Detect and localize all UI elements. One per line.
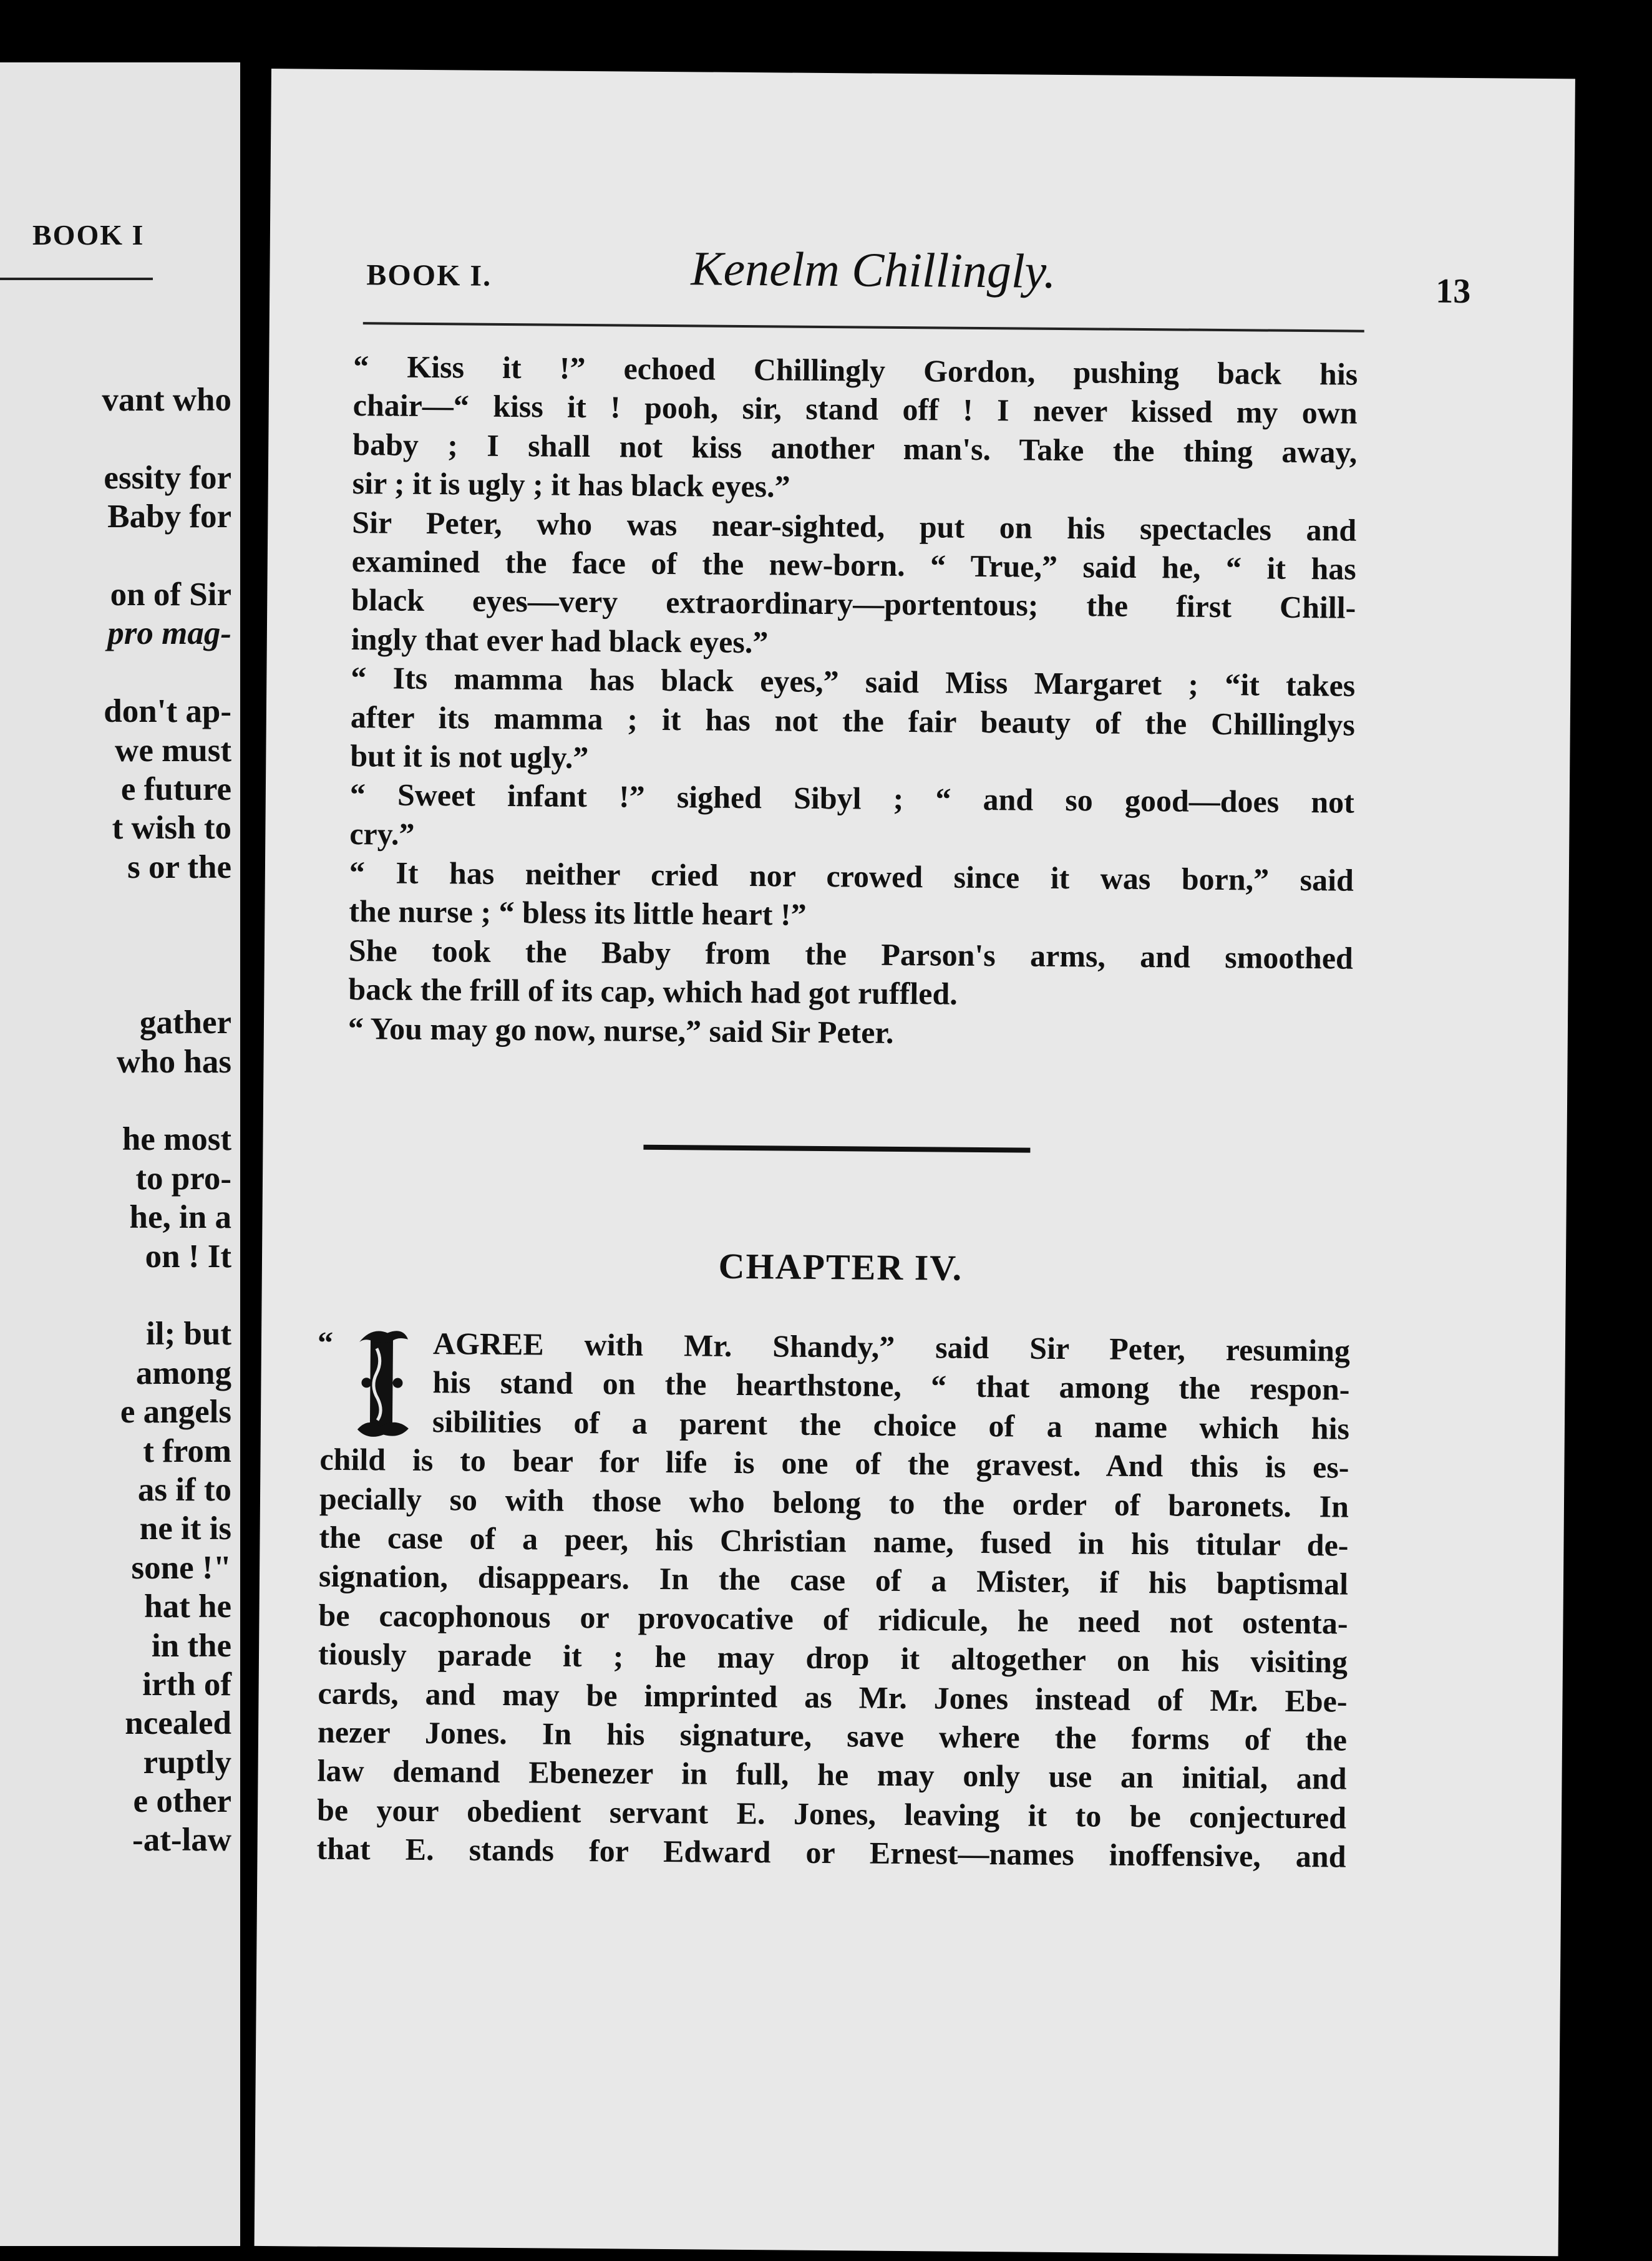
chapter-heading: CHAPTER IV.	[718, 1245, 963, 1288]
chapter-text-line: nezer Jones. In his signature, save where the forms of the	[317, 1714, 1348, 1758]
left-page-line: e angels	[120, 1394, 231, 1431]
text-line: “ It has neither cried nor crowed since it was born,” said	[349, 855, 1354, 898]
text-line: the nurse ; “ bless its little heart !”	[349, 893, 807, 933]
left-page-line	[102, 537, 231, 575]
left-page-line: pro mag-	[107, 615, 231, 652]
previous-page	[0, 62, 240, 2246]
left-page-line: ncealed	[125, 1705, 231, 1742]
text-line: but it is not ugly.”	[350, 737, 589, 775]
chapter-text	[316, 1323, 1350, 1876]
chapter-text-line: pecially so with those who belong to the order of baronets. In	[319, 1481, 1349, 1524]
text-line: “ Sweet infant !” sighed Sibyl ; “ and so good—does not	[349, 777, 1355, 820]
left-page-line: in the	[151, 1627, 231, 1664]
left-page-line	[102, 1276, 231, 1315]
left-page-line: as if to	[137, 1471, 231, 1508]
left-page-line: t wish to	[112, 810, 231, 847]
section-divider	[643, 1145, 1030, 1153]
book-label: BOOK I.	[366, 258, 492, 293]
left-page-header: BOOK I	[32, 219, 145, 251]
left-page-line: e future	[120, 771, 231, 807]
chapter-text-line: that E. stands for Edward or Ernest—names inoffensive, and	[316, 1831, 1346, 1874]
dialogue-paragraphs	[348, 347, 1358, 1056]
left-page-line: don't ap-	[104, 693, 231, 730]
page-number: 13	[1436, 271, 1471, 311]
text-line: ingly that ever had black eyes.”	[351, 621, 769, 660]
left-page-line: on of Sir	[110, 576, 231, 613]
left-page-line: s or the	[127, 848, 231, 885]
chapter-text-line: his stand on the hearthstone, “ that among the respon-	[432, 1364, 1350, 1408]
text-line: examined the face of the new-born. “ True,” said he, “ it has	[351, 543, 1356, 586]
left-page-line: -at-law	[132, 1822, 231, 1859]
left-page-line	[102, 965, 231, 1003]
text-line: “ Its mamma has black eyes,” said Miss Margaret ; “it takes	[351, 660, 1356, 703]
left-page-text	[102, 381, 231, 1860]
chapter-text-line: be cacophonous or provocative of ridicule, he need not ostenta-	[318, 1597, 1348, 1641]
left-page-line: irth of	[142, 1666, 231, 1703]
left-page-rule	[0, 278, 153, 280]
left-page-line: vant who	[102, 382, 231, 418]
left-page-line: t from	[143, 1432, 231, 1469]
left-page-line: ruptly	[143, 1744, 231, 1781]
left-page-line: he most	[122, 1121, 231, 1158]
left-page-line	[102, 887, 231, 925]
left-page-line	[102, 1081, 231, 1120]
text-line: back the frill of its cap, which had got ruffled.	[348, 971, 958, 1011]
left-page-line: on ! It	[145, 1238, 231, 1275]
chapter-text-line: AGREE with Mr. Shandy,” said Sir Peter, resuming	[432, 1326, 1351, 1368]
chapter-text-line: tiously parade it ; he may drop it altogether on his visiting	[318, 1636, 1348, 1680]
text-line: Sir Peter, who was near-sighted, put on his spectacles and	[352, 504, 1357, 548]
text-line: black eyes—very extraordinary—portentous; the first Chill-	[351, 582, 1356, 626]
text-line: cry.”	[349, 815, 415, 852]
left-page-line: sone !"	[131, 1549, 231, 1586]
left-page-line: Baby for	[107, 498, 231, 535]
opening-quote: “	[317, 1325, 334, 1360]
left-page-line: ne it is	[139, 1510, 231, 1547]
left-page-line	[102, 925, 231, 964]
running-head	[366, 238, 1471, 328]
left-page-line: to pro-	[135, 1160, 231, 1197]
chapter-text-line: be your obedient servant E. Jones, leaving it to be conjectured	[316, 1792, 1347, 1836]
text-line: sir ; it is ugly ; it has black eyes.”	[352, 465, 790, 504]
chapter-text-line: the case of a peer, his Christian name, fused in his titular de-	[319, 1519, 1349, 1563]
drop-cap-ornament	[352, 1323, 412, 1442]
left-page-line: il; but	[146, 1316, 231, 1353]
book-page	[255, 69, 1575, 2256]
text-line: “ You may go now, nurse,” said Sir Peter.	[347, 1010, 894, 1050]
left-page-line: essity for	[104, 459, 231, 496]
left-page-line: we must	[115, 732, 231, 769]
left-page-line	[102, 419, 231, 458]
chapter-text-line: sibilities of a parent the choice of a name which his	[432, 1403, 1350, 1446]
left-page-line	[102, 653, 231, 692]
left-page-line: who has	[116, 1043, 231, 1080]
chapter-text-line: child is to bear for life is one of the gravest. And this is es-	[319, 1441, 1349, 1485]
text-line: chair—“ kiss it ! pooh, sir, stand off ! I never kissed my own	[352, 387, 1358, 431]
left-page-line: among	[135, 1354, 231, 1391]
chapter-text-line: cards, and may be imprinted as Mr. Jones instead of Mr. Ebe-	[318, 1675, 1348, 1719]
book-title: Kenelm Chillingly.	[691, 241, 1056, 298]
text-line: “ Kiss it !” echoed Chillingly Gordon, pushing back his	[353, 349, 1358, 392]
text-line: She took the Baby from the Parson's arms, and smoothed	[348, 932, 1354, 976]
left-page-line: gather	[139, 1004, 231, 1041]
chapter-text-line: law demand Ebenezer in full, he may only use an initial, and	[317, 1753, 1347, 1796]
left-page-line: hat he	[144, 1588, 231, 1625]
left-page-line: he, in a	[129, 1199, 231, 1236]
chapter-text-line: signation, disappears. In the case of a Mister, if his baptismal	[318, 1558, 1349, 1602]
text-line: baby ; I shall not kiss another man's. Take the thing away,	[352, 426, 1358, 470]
text-line: after its mamma ; it has not the fair beauty of the Chillinglys	[350, 699, 1356, 742]
left-page-line: e other	[133, 1783, 231, 1820]
